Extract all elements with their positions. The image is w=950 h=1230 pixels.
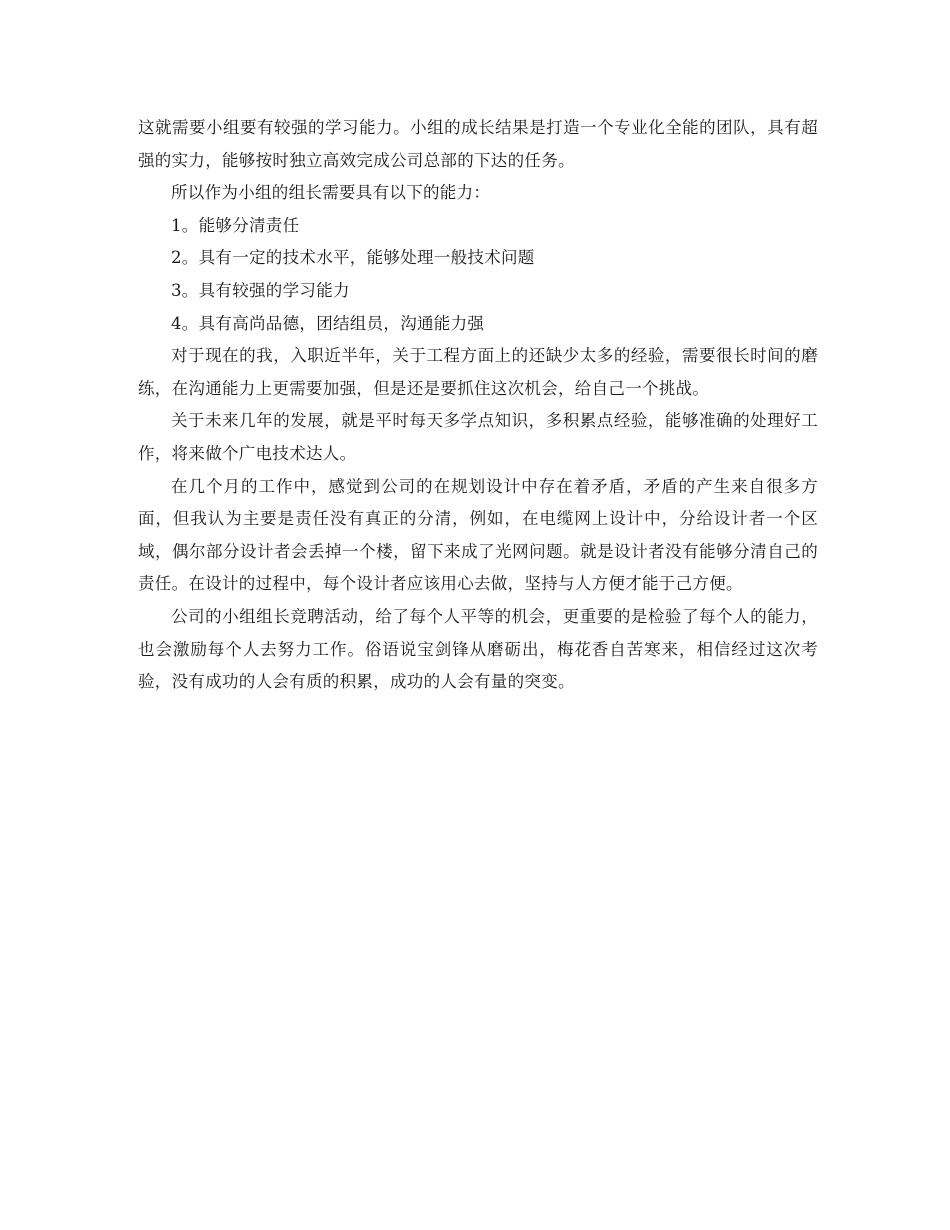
list-item-responsibility: 1。能够分清责任 <box>171 215 300 235</box>
list-item-character: 4。具有高尚品德，团结组员，沟通能力强 <box>171 313 485 333</box>
paragraph-self-assessment: 对于现在的我，入职近半年，关于工程方面上的还缺少太多的经验，需要很长时间的磨练，在沟通能力上更需要加强，但是还是要抓住这次机会，给自己一个挑战。 <box>138 346 818 398</box>
document-body <box>138 112 818 699</box>
list-item-technical: 2。具有一定的技术水平，能够处理一般技术问题 <box>171 248 535 268</box>
paragraph-design-issues: 在几个月的工作中，感觉到公司的在规划设计中存在着矛盾，矛盾的产生来自很多方面，但我认为主要是责任没有真正的分清，例如，在电缆网上设计中，分给设计者一个区域，偶尔部分设计者会丢掉一个楼，留下来成了光网问题。就是设计者没有能够分清自己的责任。在设计的过程中，每个设计者应该用心去做，坚持与人方便才能于己方便。 <box>138 476 818 594</box>
paragraph-conclusion: 公司的小组组长竞聘活动，给了每个人平等的机会，更重要的是检验了每个人的能力，也会激励每个人去努力工作。俗语说宝剑锋从磨砺出，梅花香自苦寒来，相信经过这次考验，没有成功的人会有质的积累，成功的人会有量的突变。 <box>138 606 818 692</box>
paragraph-future-plan: 关于未来几年的发展，就是平时每天多学点知识，多积累点经验，能够准确的处理好工作，将来做个广电技术达人。 <box>138 411 818 463</box>
paragraph-intro-abilities: 所以作为小组的组长需要具有以下的能力： <box>171 183 491 203</box>
paragraph-continuation: 这就需要小组要有较强的学习能力。小组的成长结果是打造一个专业化全能的团队，具有超强的实力，能够按时独立高效完成公司总部的下达的任务。 <box>138 118 818 170</box>
list-item-learning: 3。具有较强的学习能力 <box>171 280 350 300</box>
